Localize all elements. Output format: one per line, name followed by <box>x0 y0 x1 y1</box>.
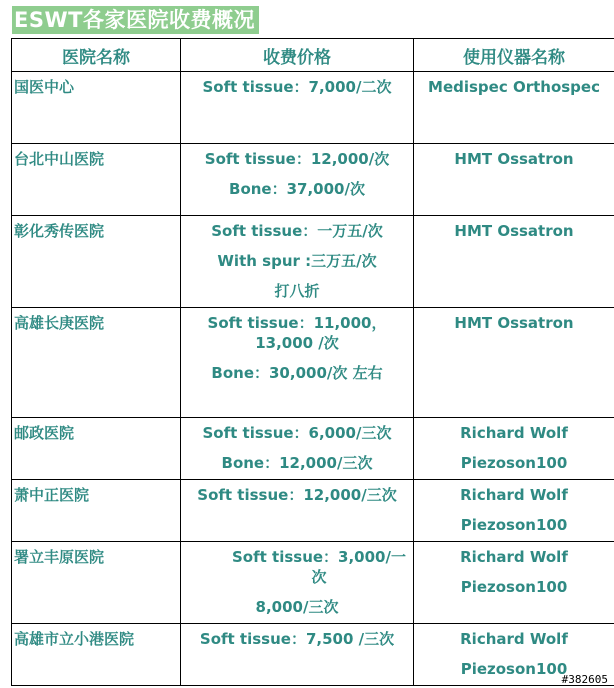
device-cell <box>414 144 614 216</box>
price-line: Soft tissue：一万五/次 <box>211 222 383 240</box>
device-line: HMT Ossatron <box>454 150 574 168</box>
price-line: Bone：30,000/次 左右 <box>211 364 383 382</box>
hospital-name: 高雄长庚医院 <box>12 308 181 418</box>
watermark-id: #382605 <box>561 673 608 686</box>
price-cell <box>181 308 414 418</box>
price-cell <box>181 418 414 480</box>
table-row <box>12 480 614 542</box>
fee-table <box>11 38 614 686</box>
device-cell <box>414 418 614 480</box>
price-line: Soft tissue：7,500 /三次 <box>199 630 395 648</box>
device-cell <box>414 308 614 418</box>
page-title: ESWT各家医院收费概况 <box>12 6 259 34</box>
hospital-name: 台北中山医院 <box>12 144 181 216</box>
price-cell <box>181 480 414 542</box>
device-line: Richard Wolf <box>460 548 568 566</box>
hospital-name: 邮政医院 <box>12 418 181 480</box>
device-line: Richard Wolf <box>460 630 568 648</box>
price-cell <box>181 144 414 216</box>
price-line: 8,000/三次 <box>255 598 339 616</box>
device-cell <box>414 480 614 542</box>
hospital-name: 国医中心 <box>12 72 181 144</box>
price-line: Soft tissue：11,000，13,000 /次 <box>207 314 387 352</box>
device-cell <box>414 216 614 308</box>
price-cell <box>181 624 414 686</box>
hospital-name: 署立丰原医院 <box>12 542 181 624</box>
table-row <box>12 542 614 624</box>
table-row <box>12 624 614 686</box>
price-line: Soft tissue：12,000/次 <box>204 150 390 168</box>
table-row <box>12 72 614 144</box>
device-line: Piezoson100 <box>460 516 568 534</box>
hospital-name: 高雄市立小港医院 <box>12 624 181 686</box>
price-line: Soft tissue：7,000/二次 <box>202 78 392 96</box>
price-line: With spur :三万五/次 <box>217 252 377 270</box>
header-price: 收费价格 <box>181 39 414 72</box>
device-cell <box>414 72 614 144</box>
price-line: Bone：37,000/次 <box>229 180 365 198</box>
table-row <box>12 216 614 308</box>
device-cell <box>414 542 614 624</box>
price-line: Soft tissue：12,000/三次 <box>197 486 397 504</box>
price-line: Soft tissue：6,000/三次 <box>202 424 392 442</box>
header-device: 使用仪器名称 <box>414 39 614 72</box>
price-cell <box>181 542 414 624</box>
title-area <box>12 6 259 34</box>
header-hospital: 医院名称 <box>12 39 181 72</box>
price-line: Soft tissue：3,000/一次 <box>232 548 406 586</box>
device-line: Richard Wolf <box>460 486 568 504</box>
price-cell <box>181 216 414 308</box>
price-line: 打八折 <box>274 282 320 300</box>
device-line: Piezoson100 <box>460 660 568 678</box>
device-line: Medispec Orthospec <box>428 78 600 96</box>
device-line: Piezoson100 <box>460 578 568 596</box>
price-cell <box>181 72 414 144</box>
hospital-name: 萧中正医院 <box>12 480 181 542</box>
table-row <box>12 418 614 480</box>
device-line: HMT Ossatron <box>454 314 574 332</box>
table-row <box>12 144 614 216</box>
header-row <box>12 39 614 72</box>
device-line: HMT Ossatron <box>454 222 574 240</box>
hospital-name: 彰化秀传医院 <box>12 216 181 308</box>
price-line: Bone：12,000/三次 <box>221 454 373 472</box>
device-line: Richard Wolf <box>460 424 568 442</box>
table-row <box>12 308 614 418</box>
device-line: Piezoson100 <box>460 454 568 472</box>
